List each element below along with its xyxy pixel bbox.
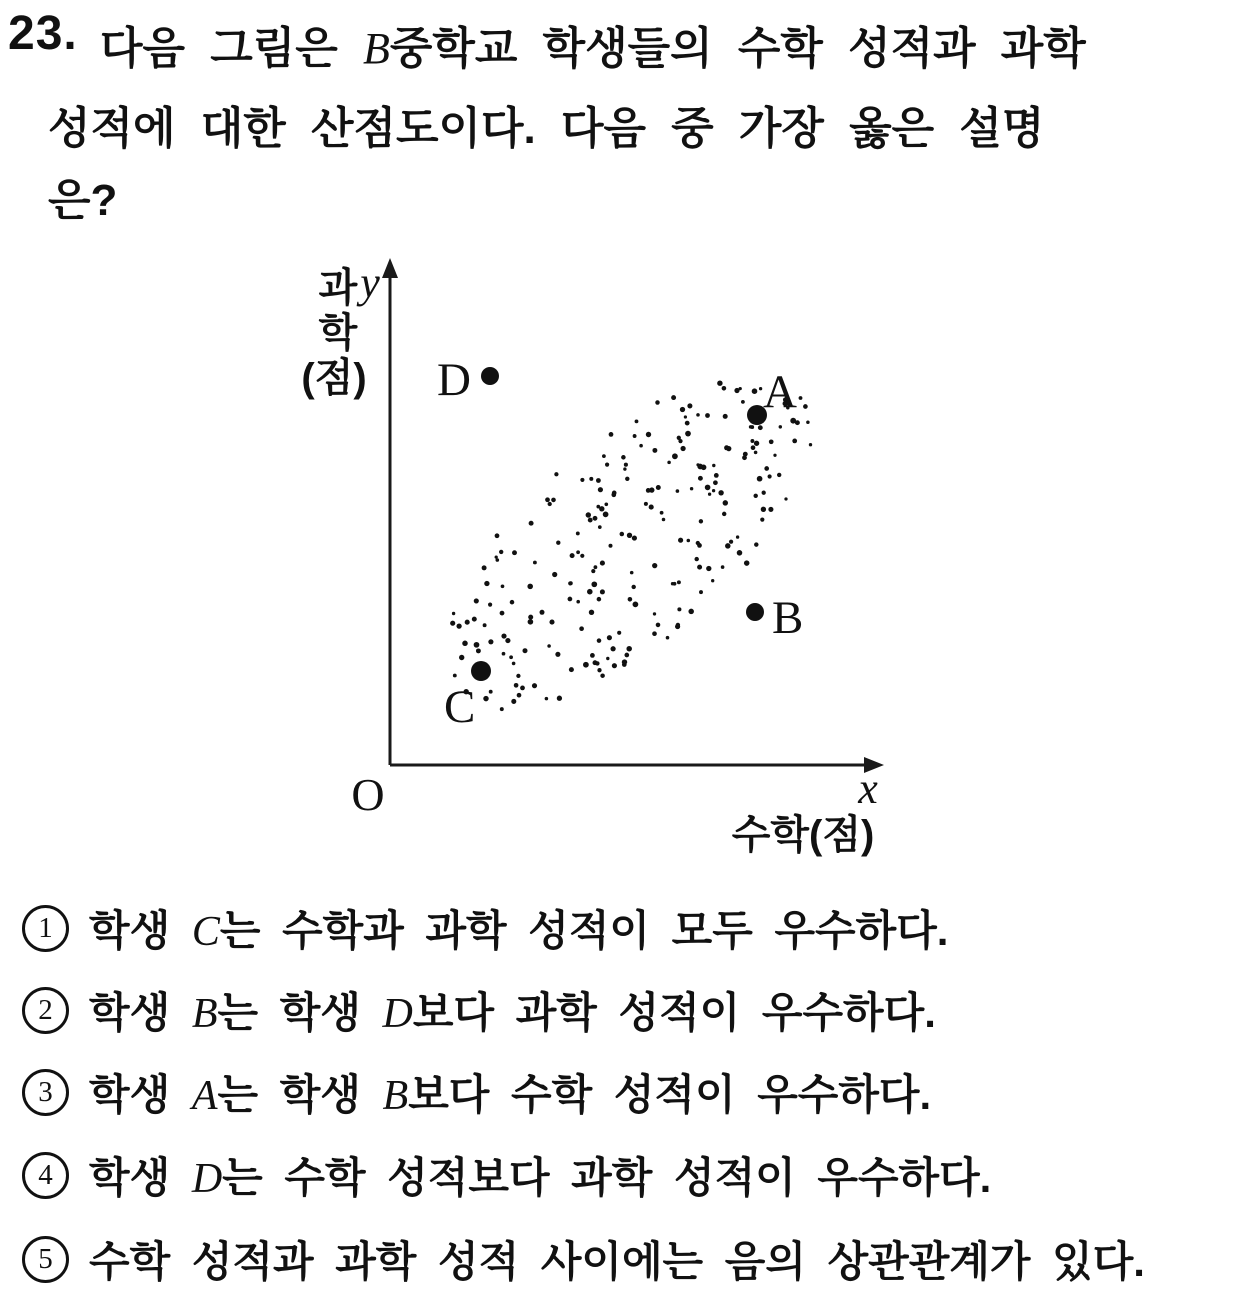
cloud-dot [598,487,603,492]
option-2-text [89,980,936,1040]
cloud-dot [649,505,654,510]
cloud-dot [725,543,731,549]
x-axis-variable: x [858,764,878,813]
cloud-dot [768,507,773,512]
cloud-dot [628,597,633,602]
cloud-dot [603,512,609,518]
cloud-dot [522,648,527,653]
cloud-dot [688,609,694,615]
cloud-dot [600,589,605,594]
math-letter: D [382,991,413,1037]
cloud-dot [597,638,602,643]
cloud-dot [557,696,562,701]
student-point-D [481,367,499,385]
cloud-dot [625,477,629,481]
cloud-dot [510,600,515,605]
cloud-dot [655,400,660,405]
cloud-dot [724,445,729,450]
cloud-dot [626,646,632,652]
cloud-dot [680,407,685,412]
cloud-dot [501,634,506,639]
text-run: 성적에 대한 산점도이다. 다음 중 가장 옳은 설명 [48,104,1045,153]
cloud-dot [622,659,627,664]
cloud-dot [452,612,455,615]
math-letter: B [382,1073,409,1119]
cloud-dot [587,589,593,595]
cloud-dot [806,421,810,425]
y-axis-arrow-icon [382,258,398,278]
cloud-dot [646,488,651,493]
option-5-circled-number[interactable]: 5 [22,1236,69,1283]
cloud-dot [759,387,762,390]
student-point-label-B: B [772,592,804,644]
cloud-dot [483,623,487,627]
cloud-dot [717,380,722,385]
cloud-dot [699,519,703,523]
cloud-dot [520,686,525,691]
cloud-dot [741,400,745,404]
cloud-dot [722,512,726,516]
cloud-dot [576,550,580,554]
cloud-dot [488,603,492,607]
option-2-circled-number[interactable]: 2 [22,987,69,1034]
y-axis-variable: y [360,258,380,307]
cloud-dot [583,662,589,668]
cloud-dot [576,531,580,535]
cloud-dot [505,638,510,643]
cloud-dot [529,521,534,526]
cloud-dot [512,550,517,555]
cloud-dot [597,597,602,602]
cloud-dot [604,502,608,506]
cloud-dot [580,554,584,558]
cloud-dot [580,478,584,482]
cloud-dot [676,623,680,627]
cloud-dot [602,454,606,458]
cloud-dot [753,494,757,498]
cloud-dot [589,477,593,481]
option-4-circled-number[interactable]: 4 [22,1152,69,1199]
cloud-dot [687,539,691,543]
question-text-line-2 [48,92,1044,156]
cloud-dot [698,476,703,481]
cloud-dot [784,497,787,500]
text-run: 다음 그림은 [100,24,363,73]
cloud-dot [656,485,661,490]
cloud-dot [632,536,637,541]
cloud-dot [672,453,678,459]
cloud-dot [595,661,599,665]
cloud-dot [608,544,612,548]
cloud-dot [722,386,727,391]
text-run: 는 수학과 과학 성적이 모두 우수하다. [219,907,949,954]
cloud-dot [757,476,763,482]
cloud-dot [474,642,480,648]
cloud-dot [533,561,537,565]
cloud-dot [596,478,601,483]
math-letter: A [191,1073,218,1119]
cloud-dot [712,489,715,492]
cloud-dot [483,696,488,701]
cloud-dot [718,490,723,495]
cloud-dot [627,533,632,538]
cloud-dot [568,597,573,602]
cloud-dot [450,621,455,626]
student-point-label-A: A [763,366,797,418]
cloud-dot [652,563,657,568]
cloud-dot [677,436,681,440]
cloud-dot [652,448,657,453]
cloud-dot [472,617,477,622]
cloud-dot [706,566,711,571]
cloud-dot [677,607,681,611]
cloud-dot [540,610,545,615]
cloud-dot [696,413,700,417]
cloud-dot [750,425,754,429]
cloud-dot [474,598,479,603]
cloud-dot [517,693,522,698]
math-letter: C [191,909,220,955]
cloud-dot [495,558,499,562]
y-axis-label-char-2: 학 [318,311,358,355]
cloud-dot [621,455,626,460]
cloud-dot [790,418,796,424]
student-point-C [471,661,491,681]
cloud-dot [570,553,575,558]
cloud-dot [600,673,605,678]
option-1-text [89,898,948,958]
cloud-dot [495,533,500,538]
cloud-dot [548,502,552,506]
cloud-dot [803,404,808,409]
cloud-dot [482,565,487,570]
math-letter: B [362,24,390,73]
option-1-circled-number[interactable]: 1 [22,905,69,952]
cloud-dot [579,626,584,631]
text-run: 학생 [89,1154,192,1201]
cloud-dot [495,555,498,558]
cloud-dot [639,444,643,448]
cloud-dot [588,518,593,523]
cloud-dot [612,491,617,496]
cloud-dot [723,414,728,419]
cloud-dot [761,507,766,512]
cloud-dot [666,636,670,640]
cloud-dot [453,674,457,678]
text-run: 수학 성적과 과학 성적 사이에는 음의 상관관계가 있다. [89,1238,1145,1285]
cloud-dot [551,498,556,503]
cloud-dot [769,439,774,444]
question-text-line-3 [48,164,117,228]
option-3-circled-number[interactable]: 3 [22,1069,69,1116]
cloud-dot [708,493,711,496]
text-run: 중학교 학생들의 수학 성적과 과학 [389,24,1086,73]
cloud-dot [609,432,614,437]
cloud-dot [721,565,725,569]
cloud-dot [552,572,557,577]
cloud-dot [569,667,574,672]
cloud-dot [758,425,763,430]
x-axis-label: 수학(점) [731,813,875,857]
cloud-dot [754,451,758,455]
cloud-dot [633,602,639,608]
cloud-dot [653,612,656,615]
math-letter: B [191,991,218,1037]
cloud-dot [699,590,703,594]
cloud-dot [512,662,516,666]
cloud-dot [744,560,750,566]
cloud-dot [777,473,781,477]
text-run: 보다 과학 성적이 우수하다. [412,989,936,1036]
cloud-dot [792,439,797,444]
cloud-dot [593,516,598,521]
cloud-dot [676,489,680,493]
cloud-dot [590,653,595,658]
cloud-dot [685,421,690,426]
cloud-dot [697,543,702,548]
cloud-dot [736,535,739,538]
text-run: 는 학생 [217,1071,383,1118]
cloud-dot [809,443,812,446]
cloud-dot [465,620,470,625]
cloud-dot [687,403,692,408]
cloud-dot [568,581,572,585]
cloud-dot [799,396,803,400]
cloud-dot [586,512,591,517]
cloud-dot [713,480,718,485]
cloud-dot [712,464,715,467]
cloud-dot [502,652,506,656]
cloud-dot [516,674,520,678]
cloud-dot [597,668,601,672]
cloud-dot [612,663,617,668]
option-1[interactable] [22,898,948,958]
text-run: 학생 [89,907,192,954]
cloud-dot [729,540,733,544]
cloud-dot [476,648,481,653]
cloud-dot [591,581,597,587]
cloud-dot [499,550,503,554]
cloud-dot [677,580,681,584]
cloud-dot [711,579,714,582]
cloud-dot [754,542,758,546]
cloud-dot [606,657,609,660]
cloud-dot [488,639,493,644]
cloud-dot [656,623,661,628]
student-point-label-C: C [444,681,476,733]
text-run: 학생 [89,1071,192,1118]
cloud-dot [779,425,782,428]
cloud-dot [714,473,719,478]
cloud-dot [751,445,756,450]
cloud-dot [690,487,693,490]
question-text-line-1 [100,12,1086,76]
cloud-dot [750,439,754,443]
cloud-dot [532,683,537,688]
cloud-dot [509,655,513,659]
text-run: 는 수학 성적보다 과학 성적이 우수하다. [222,1154,992,1201]
option-4-text [89,1145,991,1205]
cloud-dot [484,581,489,586]
cloud-dot [671,395,676,400]
cloud-dot [764,466,769,471]
cloud-dot [667,461,671,465]
cloud-dot [607,635,612,640]
y-axis-label-char-1: 과 [318,266,358,310]
cloud-dot [600,561,605,566]
cloud-dot [528,615,533,620]
cloud-dot [631,585,635,589]
cloud-dot [511,699,516,704]
student-point-B [746,603,764,621]
cloud-dot [752,388,758,394]
cloud-dot [685,431,691,437]
cloud-dot [734,388,739,393]
cloud-dot [547,644,551,648]
cloud-dot [768,474,772,478]
cloud-dot [705,485,711,491]
cloud-dot [660,511,664,515]
cloud-dot [754,441,759,446]
cloud-dot [489,690,493,694]
cloud-dot [598,525,602,529]
cloud-dot [462,641,468,647]
option-4[interactable] [22,1145,991,1205]
cloud-dot [501,584,505,588]
cloud-dot [684,415,687,418]
option-3[interactable] [22,1062,931,1122]
origin-label: O [351,769,385,820]
option-5-text [89,1229,1145,1289]
cloud-dot [646,432,651,437]
cloud-dot [554,472,558,476]
cloud-dot [527,584,533,590]
cloud-dot [673,582,677,586]
cloud-dot [662,518,666,522]
cloud-dot [591,569,595,573]
cloud-dot [500,707,504,711]
cloud-dot [623,467,626,470]
cloud-dot [500,611,505,616]
cloud-dot [605,463,609,467]
cloud-dot [633,434,637,438]
cloud-dot [678,538,683,543]
cloud-dot [762,491,766,495]
math-letter: D [191,1156,223,1202]
cloud-dot [680,446,685,451]
cloud-dot [459,655,464,660]
cloud-dot [555,652,560,657]
scatter-cloud [450,380,812,711]
student-point-label-D: D [437,354,471,406]
cloud-dot [737,550,743,556]
option-5[interactable] [22,1229,1145,1289]
cloud-dot [624,653,629,658]
cloud-dot [705,413,710,418]
cloud-dot [514,683,519,688]
option-2[interactable] [22,980,936,1040]
cloud-dot [620,532,625,537]
cloud-dot [773,454,776,457]
cloud-dot [576,600,580,604]
cloud-dot [652,631,657,636]
cloud-dot [695,557,699,561]
cloud-dot [723,500,728,505]
cloud-dot [635,419,639,423]
cloud-dot [610,646,615,651]
cloud-dot [697,565,702,570]
scatter-plot [280,250,920,870]
labeled-points [437,354,803,733]
text-run: 보다 수학 성적이 우수하다. [408,1071,932,1118]
text-run: 학생 [89,989,192,1036]
cloud-dot [545,697,549,701]
cloud-dot [556,541,560,545]
cloud-dot [528,619,534,625]
cloud-dot [644,502,648,506]
cloud-dot [594,565,598,569]
cloud-dot [696,463,699,466]
cloud-dot [624,463,628,467]
cloud-dot [545,497,550,502]
cloud-dot [456,623,461,628]
question-number: 23. [8,7,78,60]
cloud-dot [760,517,764,521]
cloud-dot [596,505,600,509]
option-3-text [89,1062,931,1122]
cloud-dot [742,455,747,460]
text-run: 는 학생 [217,989,383,1036]
y-axis-label-unit: (점) [301,356,367,400]
cloud-dot [617,631,621,635]
cloud-dot [630,571,634,575]
cloud-dot [549,620,554,625]
text-run: 은? [48,176,118,225]
cloud-dot [589,610,594,615]
